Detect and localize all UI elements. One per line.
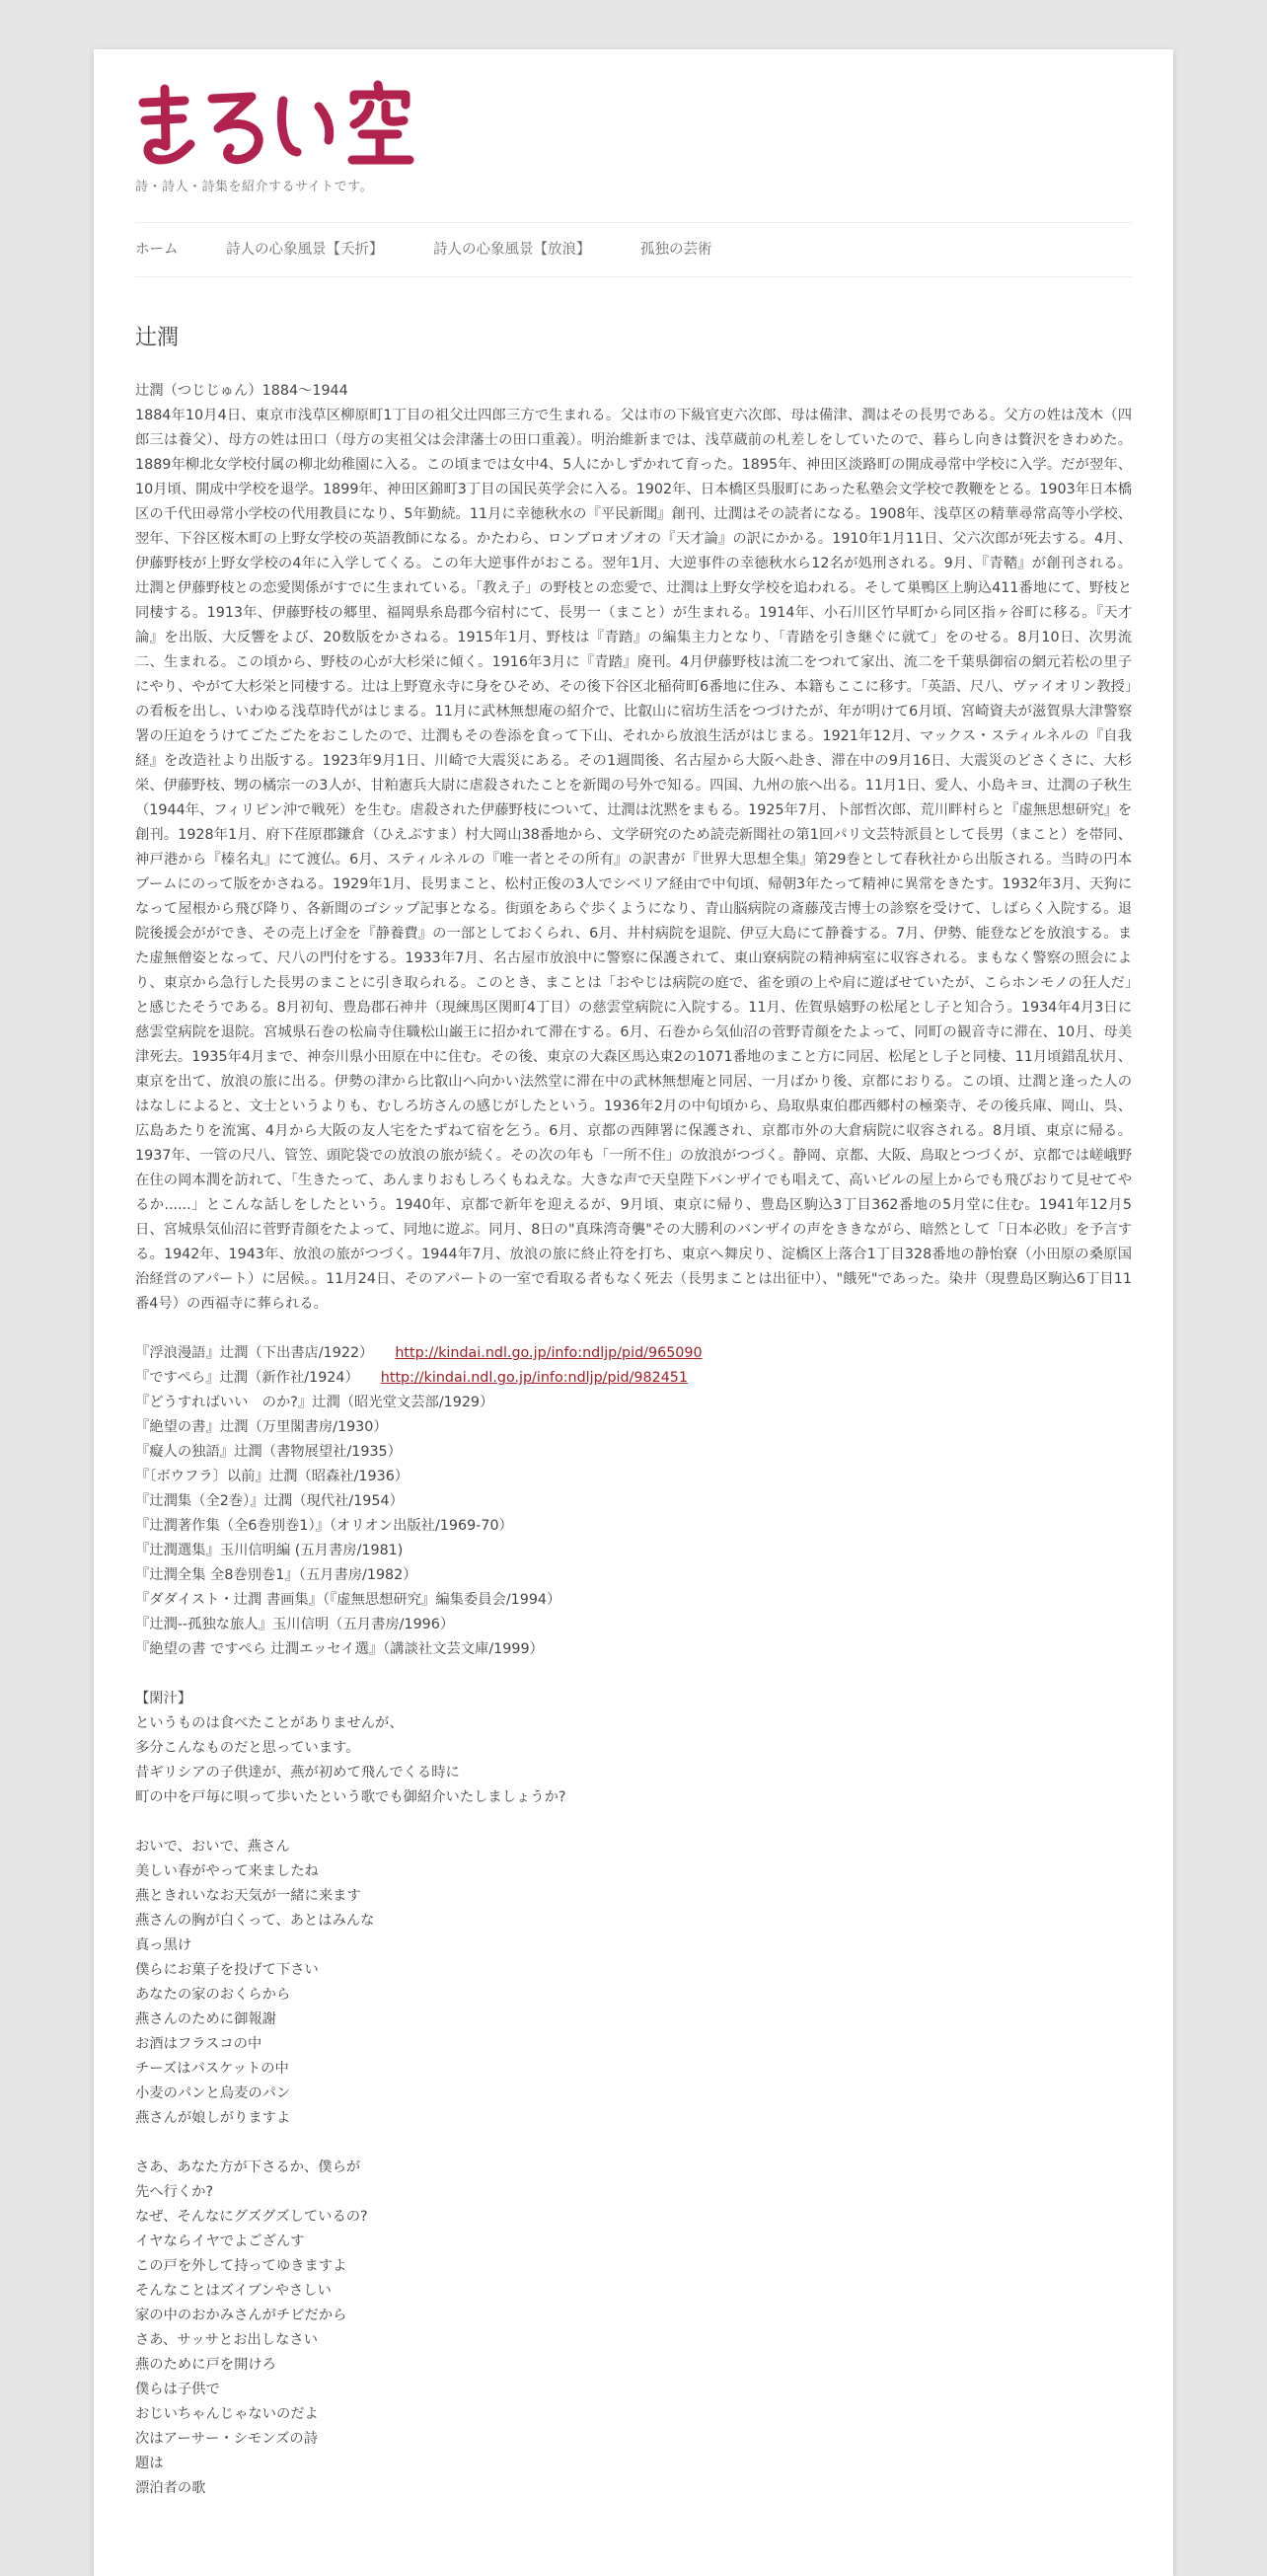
book-title: 『辻潤集（全2巻）』辻潤（現代社/1954） [135,1493,404,1509]
poem-line: おじいちゃんじゃないのだよ [135,2406,319,2422]
book-item [135,1514,1132,1539]
bio-heading: 辻潤（つじじゅん）1884〜1944 [135,383,348,399]
book-item [135,1415,1132,1440]
poem-line: イヤならイヤでよござんす [135,2234,305,2249]
nav-item-home[interactable]: ホーム [135,242,179,258]
nav-item-early-death[interactable]: 詩人の心象風景【夭折】 [226,242,384,258]
poem-line: この戸を外して持ってゆきますよ [135,2258,347,2274]
poem-line: そんなことはズイブンやさしい [135,2283,332,2299]
book-link[interactable]: http://kindai.ndl.go.jp/info:ndljp/pid/965090 [395,1345,703,1361]
poem-line: あなたの家のおくらから [135,1987,291,2003]
book-item [135,1539,1132,1563]
site-logo[interactable] [135,75,421,174]
poem-block-2 [135,2156,1132,2501]
book-title: 『浮浪漫語』辻潤（下出書店/1922） [135,1345,374,1361]
nav-item-solitary-art[interactable]: 孤独の芸術 [640,242,712,258]
book-item [135,1391,1132,1415]
book-title: 『癡人の独語』辻潤（書物展望社/1935） [135,1444,402,1460]
poem-block-1 [135,1835,1132,2131]
book-title: 『絶望の書 ですぺら 辻潤エッセイ選』（講談社文芸文庫/1999） [135,1641,544,1657]
poem-line: おいで、おいで、燕さん [135,1839,290,1855]
spacer [135,1317,1132,1341]
book-list [135,1341,1132,1662]
poem-line: 小麦のパンと烏麦のパン [135,2085,291,2101]
book-title: 『辻潤全集 全8巻別巻1』（五月書房/1982） [135,1567,417,1583]
book-item [135,1366,1132,1391]
book-title: 『辻潤著作集（全6巻別巻1）』（オリオン出版社/1969-70） [135,1518,513,1534]
poem-line: 美しい春がやって来ましたね [135,1863,319,1879]
book-title: 『絶望の書』辻潤（万里閣書房/1930） [135,1419,388,1435]
intro-line: 【閑汁】 [135,1691,192,1706]
book-title: 『ダダイスト・辻潤 書画集』（『虚無思想研究』編集委員会/1994） [135,1592,561,1608]
book-title: 『辻潤--孤独な旅人』玉川信明（五月書房/1996） [135,1617,455,1632]
bio-text: 1884年10月4日、東京市浅草区柳原町1丁目の祖父辻四郎三方で生まれる。父は市の下級官吏六次郎、母は備津、潤はその長男である。父方の姓は茂木（四郎三は養父）、母方の姓は田口（母方の実祖父は会津藩士の田口重義）。明治維新までは、浅草蔵前の札差しをしていたので、暮らし向きは贅沢をきわめた。1889年柳北女学校付属の柳北幼稚園に入る。この頃までは女中4、5人にかしずかれて育った。1895年、神田区淡路町の開成尋常中学校に入学。だが翌年、10月頃、開成中学校を退学。1899年、神田区錦町3丁目の国民英学会に入る。1902年、日本橋区呉服町にあった私塾会文学校で教鞭をとる。1903年日本橋区の千代田尋常小学校の代用教員になり、5年勤続。11月に幸徳秋水の『平民新聞』創刊、辻潤はその読者になる。1908年、浅草区の精華尋常高等小学校、翌年、下谷区桜木町の上野女学校の英語教師になる。かたわら、ロンブロオゾオの『天才論』の訳にかかる。1910年1月11日、父六次郎が死去する。4月、伊藤野枝が上野女学校の4年に入学してくる。この年大逆事件がおこる。翌年1月、大逆事件の幸徳秋水ら12名が処刑される。9月、『青鞜』が創刊される。辻潤と伊藤野枝との恋愛関係がすでに生まれている。「教え子」の野枝との恋愛で、辻潤は上野女学校を追われる。そして巣鴨区上駒込411番地にて、野枝と同棲する。1913年、伊藤野枝の郷里、福岡県糸島郡今宿村にて、長男一（まこと）が生まれる。1914年、小石川区竹早町から同区指ヶ谷町に移る。『天才論』を出版、大反響をよび、20数版をかさねる。1915年1月、野枝は『青踏』の編集主力となり、「青踏を引き継ぐに就て」をのせる。8月10日、次男流二、生まれる。この頃から、野枝の心が大杉栄に傾く。1916年3月に『青踏』廃刊。4月伊藤野枝は流二をつれて家出、流二を千葉県御宿の網元若松の里子にやり、やがて大杉栄と同棲する。辻は上野寛永寺に身をひそめ、その後下谷区北稲荷町6番地に住み、本籍もここに移す。「英語、尺八、ヴァイオリン教授」の看板を出し、いわゆる浅草時代がはじまる。11月に武林無想庵の紹介で、比叡山に宿坊生活をつづけたが、年が明けて6月頃、宮崎資夫が滋賀県大津警察署の圧迫をうけてごたごたをおこしたので、辻潤もその巻添を食って下山、それから放浪生活がはじまる。1921年12月、マックス・スティルネルの『自我経』を改造社より出版する。1923年9月1日、川崎で大震災にある。その1週間後、名古屋から大阪へ赴き、滞在中の9月16日、大震災のどさくさに、大杉栄、伊藤野枝、甥の橘宗一の3人が、甘粕憲兵大尉に虐殺されたことを新聞の号外で知る。四国、九州の旅へ出る。11月1日、愛人、小島キヨ、辻潤の子秋生（1944年、フィリピン沖で戦死）を生む。虐殺された伊藤野枝について、辻潤は沈黙をまもる。1925年7月、卜部哲次郎、荒川畔村らと『虚無思想研究』を創刊。1928年1月、府下荏原郡鎌倉（ひえぶすま）村大岡山38番地から、文学研究のため読売新聞社の第1回パリ文芸特派員として長男（まこと）を帯同、神戸港から『榛名丸』にて渡仏。6月、スティルネルの『唯一者とその所有』の訳書が『世界大思想全集』第29巻として春秋社から出版される。当時の円本ブームにのって版をかさねる。1929年1月、長男まこと、松村正俊の3人でシベリア経由で中旬頃、帰朝3年たって精神に異常をきたす。1932年3月、天狗になって屋根から飛び降り、各新聞のゴシップ記事となる。街頭をあらぐ歩くようになり、青山脳病院の斎藤茂吉博士の診察を受けて、しばらく入院する。退院後援会がができ、その売上げ金を『静養費』の一部としておくられ、6月、井村病院を退院、伊豆大島にて静養する。7月、伊勢、能登などを放浪する。また虚無僧姿となって、尺八の門付をする。1933年7月、名古屋市放浪中に警察に保護されて、東山寮病院の精神病室に収容される。まもなく警察の照会により、東京から急行した長男のまことに引き取られる。このとき、まことは「おやじは病院の庭で、雀を頭の上や肩に遊ばせていたが、こらホンモノの狂人だ」と感じたそうである。8月初旬、豊島郡石神井（現練馬区関町4丁目）の慈雲堂病院に入院する。11月、佐賀県嬉野の松尾とし子と知合う。1934年4月3日に慈雲堂病院を退院。宮城県石巻の松扁寺住職松山巌王に招かれて滞在する。6月、石巻から気仙沼の菅野青顔をたよって、同町の観音寺に滞在、10月、母美津死去。1935年4月まで、神奈川県小田原在中に住む。その後、東京の大森区馬込東2の1071番地のまこと方に同居、松尾とし子と同棲、11月頃錯乱状月、東京を出て、放浪の旅に出る。伊勢の津から比叡山へ向かい法然堂に滞在中の武林無想庵と同居、一月ばかり後、京都におりる。この頃、辻潤と逢った人のはなしによると、文士というよりも、むしろ坊さんの感じがしたという。1936年2月の中旬頃から、鳥取県東伯郡西郷村の極楽寺、その後兵庫、岡山、呉、広島あたりを流寓、4月から大阪の友人宅をたずねて宿を乞う。6月、京都の西陣署に保護され、京都市外の大倉病院に収容される。8月頃、東京に帰る。1937年、一管の尺八、管笠、頭陀袋での放浪の旅が続く。その次の年も「一所不住」の放浪がつづく。静岡、京都、大阪、鳥取とつづくが、京都では嵯峨野在住の岡本潤を訪れて、「生きたって、あんまりおもしろくもねえな。大きな声で天皇陛下バンザイでも唱えて、高いビルの屋上からでも飛びおりて見せてやるか......」とこんな話しをしたという。1940年、京都で新年を迎えるが、9月頃、東京に帰り、豊島区駒込3丁目362番地の5月堂に住む。1941年12月5日、宮城県気仙沼に菅野青顔をたよって、同地に遊ぶ。同月、8日の"真珠湾奇襲"その大勝利のバンザイの声をききながら、暗然として「日本必敗」を予言する。1942年、1943年、放浪の旅がつづく。1944年7月、放浪の旅に終止符を打ち、東京へ舞戻り、淀橋区上落合1丁目328番地の静怡寮（小田原の桑原国治経営のアパート）に居候。。11月24日、そのアパートの一室で看取る者もなく死去（長男まことは出征中）、"餓死"であった。染井（現豊島区駒込6丁目11番4号）の西福寺に葬られる。 [135,408,1133,1312]
spacer [135,1662,1132,1687]
poem-line: 次はアーサー・シモンズの詩 [135,2431,318,2447]
page [94,49,1173,2576]
poem-line: チーズはバスケットの中 [135,2061,289,2077]
poem-line: 燕ときれいなお天気が一緒に来ます [135,1888,361,1904]
poem-line: 僕らは子供で [135,2382,220,2397]
book-item [135,1613,1132,1637]
book-item [135,1489,1132,1514]
nav-item-wandering[interactable]: 詩人の心象風景【放浪】 [433,242,591,258]
intro-line: 昔ギリシアの子供達が、燕が初めて飛んでくる時に [135,1765,460,1780]
intro-line: 町の中を戸毎に唄って歩いたという歌でも御紹介いたしましょうか? [135,1789,566,1805]
article-content [135,379,1132,2501]
poem-line: なぜ、そんなにグズグズしているの? [135,2209,368,2225]
poem-line: 先へ行くか? [135,2184,214,2200]
poem-line: 漂泊者の歌 [135,2480,206,2496]
book-item [135,1465,1132,1489]
main-nav [135,222,1132,277]
site-tagline: 詩・詩人・詩集を紹介するサイトです。 [135,180,374,194]
book-title: 『〔ボウフラ〕以前』辻潤（昭森社/1936） [135,1469,410,1484]
poem-line: 家の中のおかみさんがチビだから [135,2308,347,2323]
book-item [135,1563,1132,1588]
poem-line: 燕さんが娘しがりますよ [135,2110,291,2126]
poem-line: 題は [135,2456,164,2471]
book-item [135,1637,1132,1662]
poem-line: さあ、サッサとお出しなさい [135,2332,318,2348]
poem-line: 真っ黒け [135,1937,192,1953]
book-item [135,1440,1132,1465]
intro-line: 多分こんなものだと思っています。 [135,1740,360,1756]
book-item [135,1341,1132,1366]
book-link[interactable]: http://kindai.ndl.go.jp/info:ndljp/pid/982451 [380,1370,688,1386]
book-title: 『どうすればいい のか?』辻潤（昭光堂文芸部/1929） [135,1395,494,1410]
spacer [135,1810,1132,1835]
poem-line: 燕さんのために御報謝 [135,2011,276,2027]
poem-line: 燕のために戸を開けろ [135,2357,276,2373]
book-item [135,1588,1132,1613]
book-title: 『ですぺら』辻潤（新作社/1924） [135,1370,359,1386]
book-title: 『辻潤選集』玉川信明編 (五月書房/1981) [135,1543,404,1558]
poem-line: さあ、あなた方が下さるか、僕らが [135,2159,361,2175]
poem-line: 燕さんの胸が白くって、あとはみんな [135,1913,375,1929]
poem-line: お酒はフラスコの中 [135,2036,262,2052]
article-title: 辻潤 [135,326,180,350]
intro-line: というものは食べたことがありませんが、 [135,1715,404,1731]
spacer [135,2131,1132,2156]
poem-line: 僕らにお菓子を投げて下さい [135,1962,319,1978]
intro-block [135,1687,1132,1810]
